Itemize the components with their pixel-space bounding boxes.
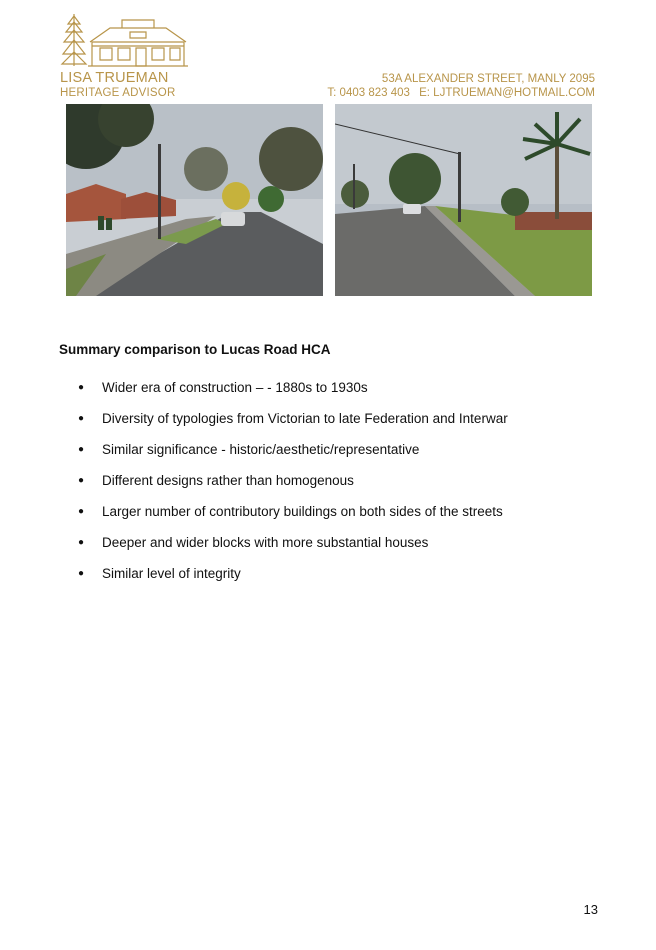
logo-house-icon [60, 12, 190, 68]
address: 53A ALEXANDER STREET, MANLY 2095 [381, 73, 595, 85]
list-item [78, 558, 508, 589]
list-item-text: Different designs rather than homogenous [102, 473, 354, 488]
bullet-icon: ● [78, 413, 85, 424]
list-item [78, 403, 508, 434]
list-item-text: Diversity of typologies from Victorian to late Federation and Interwar [102, 411, 508, 426]
list-item-text: Deeper and wider blocks with more substantial houses [102, 535, 429, 550]
list-item-text: Larger number of contributory buildings on both sides of the streets [102, 504, 503, 519]
summary-heading: Summary comparison to Lucas Road HCA [59, 342, 331, 357]
bullet-icon: ● [78, 506, 85, 517]
street-photo-right [335, 104, 592, 296]
list-item-text: Similar level of integrity [102, 566, 241, 581]
contact-line [321, 87, 595, 99]
list-item [78, 465, 508, 496]
list-item [78, 527, 508, 558]
list-item-text: Wider era of construction – - 1880s to 1930s [102, 380, 368, 395]
bullet-icon: ● [78, 537, 85, 548]
list-item-text: Similar significance - historic/aesthetic/representative [102, 442, 420, 457]
brand-subtitle: HERITAGE ADVISOR [60, 87, 176, 99]
summary-list [78, 372, 508, 589]
list-item [78, 434, 508, 465]
email: E: LJTRUEMAN@HOTMAIL.COM [419, 87, 595, 99]
brand-name: LISA TRUEMAN [60, 70, 169, 86]
bullet-icon: ● [78, 568, 85, 579]
phone: T: 0403 823 403 [327, 87, 410, 99]
page-number: 13 [583, 902, 598, 917]
list-item [78, 496, 508, 527]
bullet-icon: ● [78, 475, 85, 486]
street-photo-left [66, 104, 323, 296]
bullet-icon: ● [78, 444, 85, 455]
list-item [78, 372, 508, 403]
bullet-icon: ● [78, 382, 85, 393]
